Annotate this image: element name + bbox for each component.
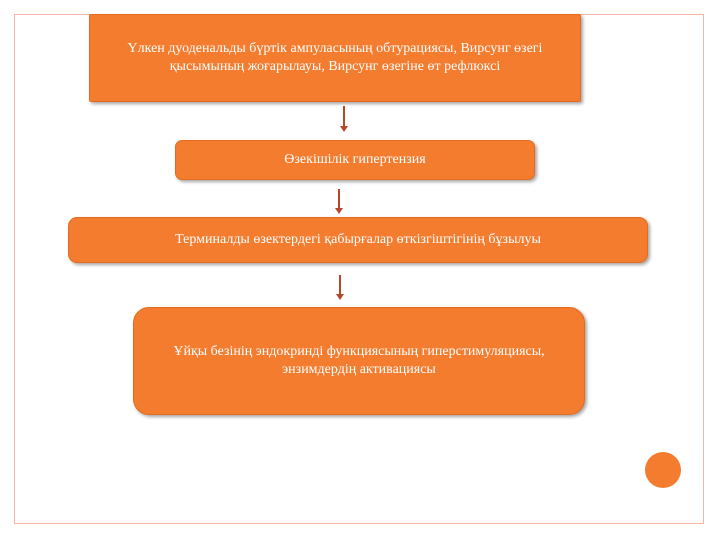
step-1-text: Үлкен дуоденальды бүртік ампуласының обтурациясы, Вирсунг өзегі қысымының жоғарылауы, Вирсунг өзегіне өт рефлюксі — [127, 41, 543, 74]
decorative-circle-icon — [640, 447, 686, 493]
step-box-2 — [175, 140, 535, 180]
step-box-4 — [133, 307, 585, 415]
arrow-down-icon — [340, 106, 348, 132]
arrow-down-icon — [335, 189, 343, 214]
arrow-down-icon — [336, 275, 344, 300]
step-box-3 — [68, 217, 648, 263]
step-box-1 — [89, 14, 581, 102]
step-4-text: Ұйқы безінің эндокринді функциясының гиперстимуляциясы, энзимдердің активациясы — [173, 344, 545, 377]
step-2-text: Өзекішілік гипертензия — [284, 152, 426, 168]
step-3-text: Терминалды өзектердегі қабырғалар өткізгіштігінің бұзылуы — [175, 232, 541, 248]
